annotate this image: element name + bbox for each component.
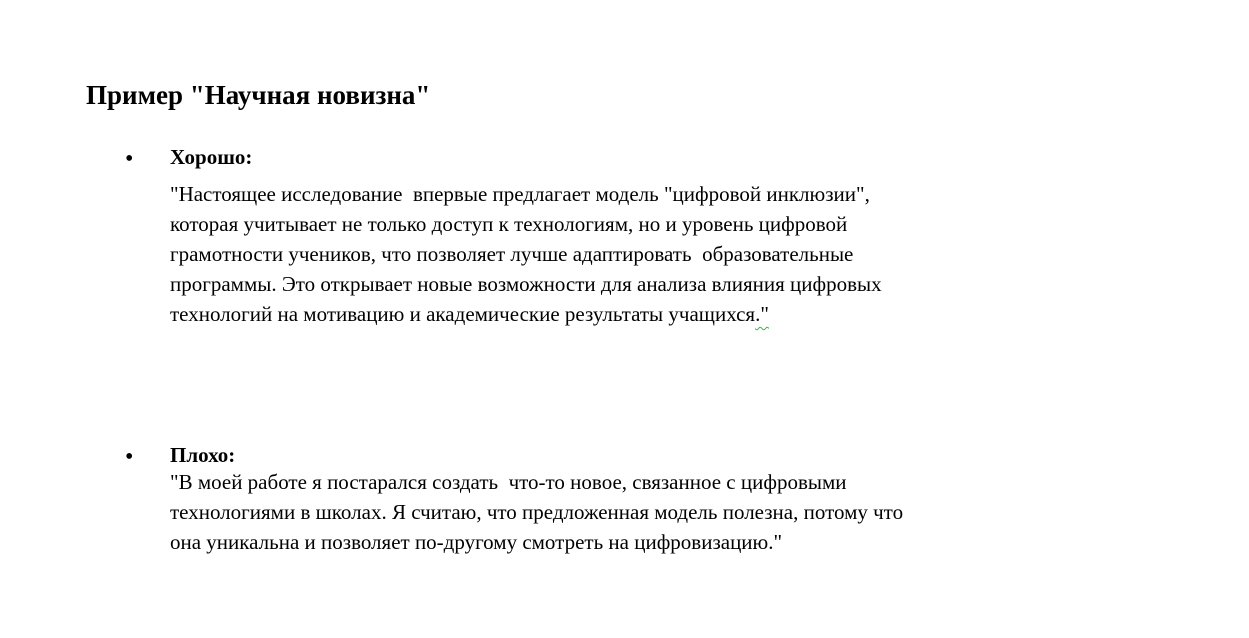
bad-example-label: Плохо:: [170, 443, 236, 467]
list-item-good: [125, 142, 882, 329]
good-example-paragraph: [170, 179, 882, 329]
page-title: Пример "Научная новизна": [86, 80, 431, 110]
list-item-bad-content: [170, 440, 903, 557]
grammar-squiggle-text: .": [755, 302, 769, 326]
good-example-label: Хорошо:: [170, 145, 253, 169]
bad-example-paragraph: [170, 467, 903, 557]
bullet-icon: •: [125, 444, 134, 470]
bad-example-text: "В моей работе я постарался создать что-то новое, связанное с цифровыми технологиями в школах. Я считаю, что предложенная модель полезна, потому что она уникальна и позволяет по-другому смотреть на цифровизацию.": [170, 470, 904, 554]
bullet-icon: •: [125, 146, 134, 172]
good-example-text: "Настоящее исследование впервые предлагает модель "цифровой инклюзии", которая учитывает не только доступ к технологиям, но и уровень цифровой грамотности учеников, что позволяет лучше адаптировать образовательные программы. Это открывает новые возможности для анализа влияния цифровых технологий на мотивацию и академические результаты учащихся: [170, 182, 882, 326]
list-item-bad: [125, 440, 903, 557]
list-item-good-content: [170, 142, 882, 329]
